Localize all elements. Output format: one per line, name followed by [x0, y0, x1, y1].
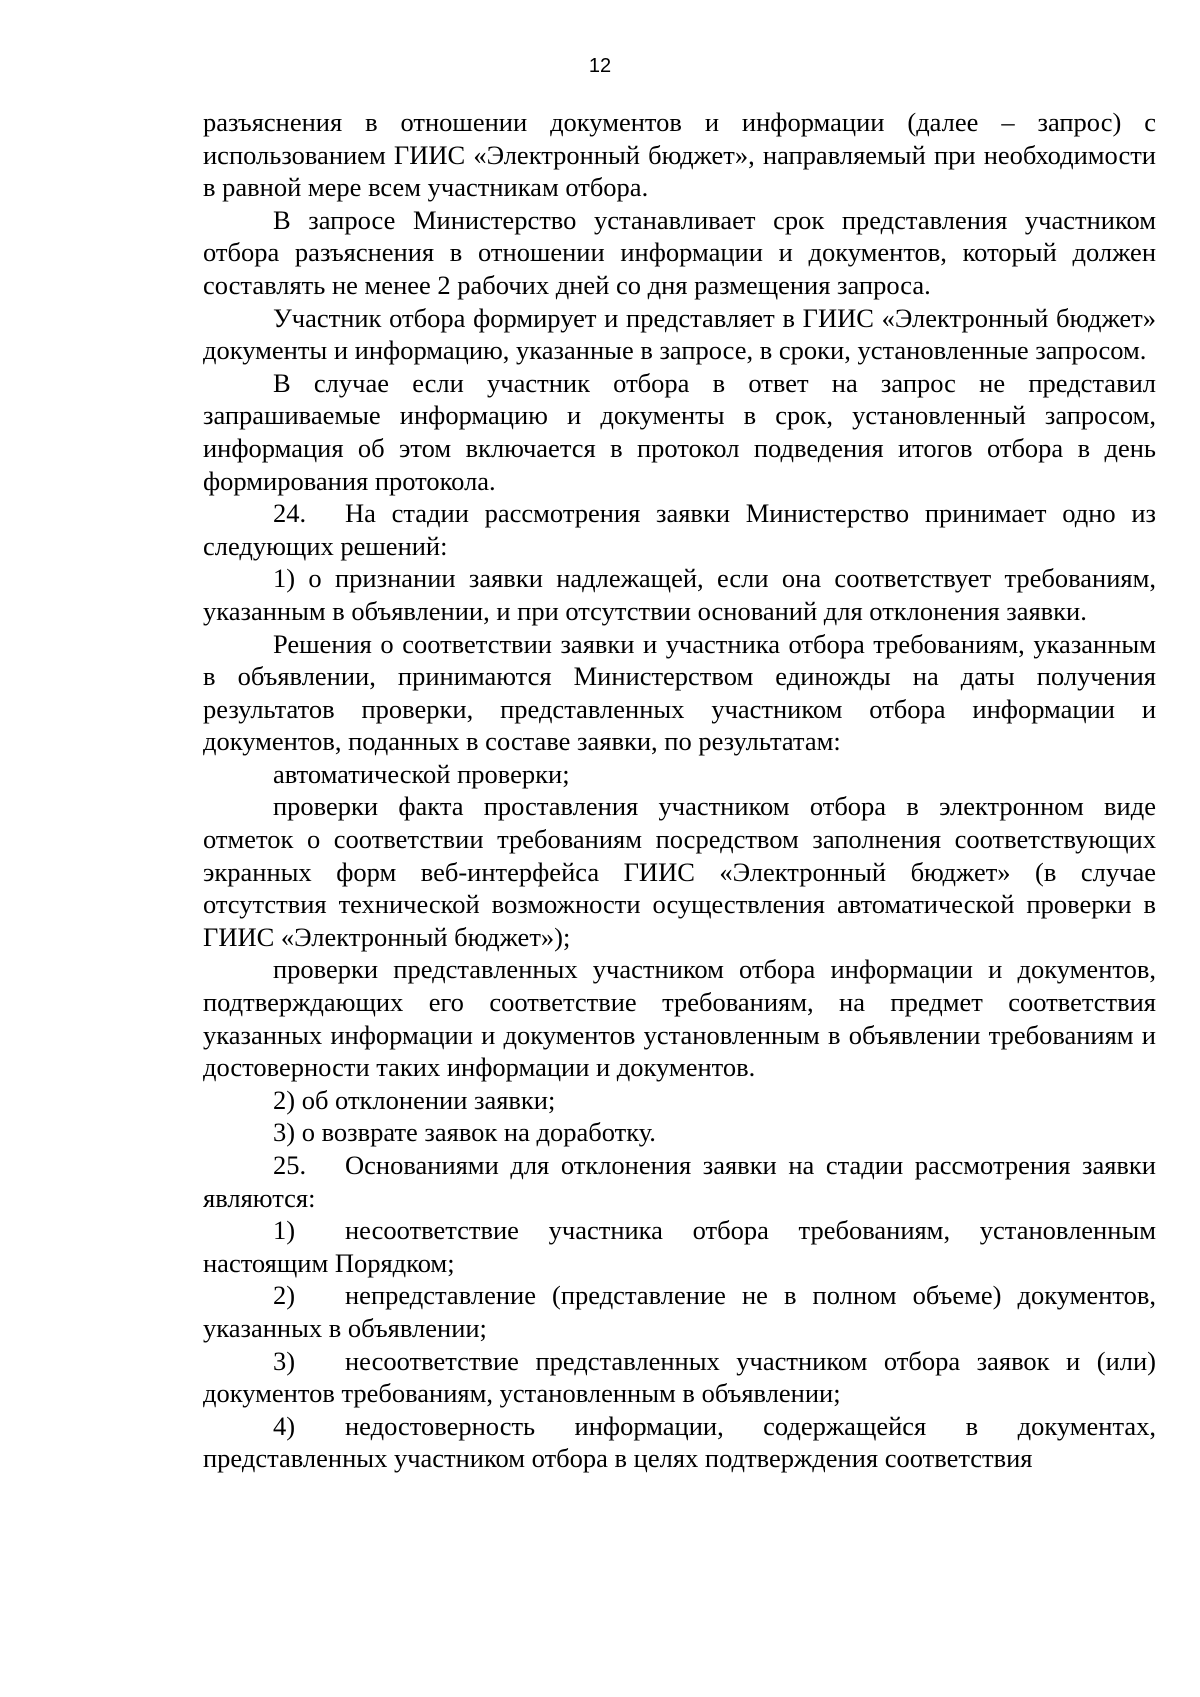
- ground-2: [203, 1279, 1156, 1344]
- clause-number-24: 24.: [273, 498, 307, 529]
- ground-number-1: 1): [273, 1215, 296, 1246]
- clause-24-text: На стадии рассмотрения заявки Министерство принимает одно из следующих решений:: [203, 498, 1156, 561]
- paragraph-marks-check: проверки факта проставления участником отбора в электронном виде отметок о соответствии требованиям посредством заполнения соответствующих экранных форм веб-интерфейса ГИИС «Электронный бюджет» (в случае отсутствия технической возможности осуществления автоматической проверки в ГИИС «Электронный бюджет»);: [203, 791, 1156, 952]
- ground-2-text: непредставление (представление не в полном объеме) документов, указанных в объявлении;: [203, 1280, 1156, 1343]
- clause-25: [203, 1149, 1156, 1214]
- decision-3: 3) о возврате заявок на доработку.: [273, 1117, 656, 1148]
- clause-25-text: Основаниями для отклонения заявки на стадии рассмотрения заявки являются:: [203, 1150, 1156, 1213]
- clause-number-25: 25.: [273, 1150, 307, 1180]
- ground-3: [203, 1345, 1156, 1410]
- ground-1-text: несоответствие участника отбора требованиям, установленным настоящим Порядком;: [203, 1215, 1156, 1278]
- paragraph-continuation: разъяснения в отношении документов и информации (далее – запрос) с использованием ГИИС «Электронный бюджет», направляемый при необходимости в равной мере всем участникам отбора.: [203, 107, 1156, 203]
- document-body: [203, 106, 1156, 1475]
- paragraph-compliance-decisions: Решения о соответствии заявки и участника отбора требованиям, указанным в объявлении, принимаются Министерством единожды на даты получения результатов проверки, представленных участником отбора информации и документов, поданных в составе заявки, по результатам:: [203, 628, 1156, 757]
- decision-2: 2) об отклонении заявки;: [273, 1084, 556, 1115]
- ground-4-text: недостоверность информации, содержащейся в документах, представленных участником отбора в целях подтверждения соответствия: [203, 1410, 1156, 1474]
- clause-24: [203, 497, 1156, 562]
- ground-1: [203, 1214, 1156, 1279]
- ground-4: [203, 1410, 1156, 1475]
- paragraph-documents-check: проверки представленных участником отбора информации и документов, подтверждающих его соответствие требованиям, на предмет соответствия указанных информации и документов установленным в объявлении требованиям и достоверности таких информации и документов.: [203, 954, 1156, 1083]
- ground-3-text: несоответствие представленных участником отбора заявок и (или) документов требованиям, установленным в объявлении;: [203, 1345, 1156, 1409]
- decision-1: 1) о признании заявки надлежащей, если она соответствует требованиям, указанным в объявлении, и при отсутствии оснований для отклонения заявки.: [203, 563, 1156, 626]
- ground-number-3: 3): [273, 1345, 296, 1376]
- page-number: 12: [588, 55, 612, 77]
- paragraph-participant-submits: Участник отбора формирует и представляет в ГИИС «Электронный бюджет» документы и информацию, указанные в запросе, в сроки, установленные запросом.: [203, 302, 1156, 366]
- ground-number-2: 2): [273, 1280, 296, 1311]
- ground-number-4: 4): [273, 1410, 296, 1441]
- paragraph-automatic-check: автоматической проверки;: [273, 758, 570, 789]
- paragraph-not-submitted: В случае если участник отбора в ответ на запрос не представил запрашиваемые информацию и документы в срок, установленный запросом, информация об этом включается в протокол подведения итогов отбора в день формирования протокола.: [203, 367, 1156, 496]
- paragraph-request-deadline: В запросе Министерство устанавливает срок представления участником отбора разъяснения в отношении информации и документов, который должен составлять не менее 2 рабочих дней со дня размещения запроса.: [203, 204, 1156, 300]
